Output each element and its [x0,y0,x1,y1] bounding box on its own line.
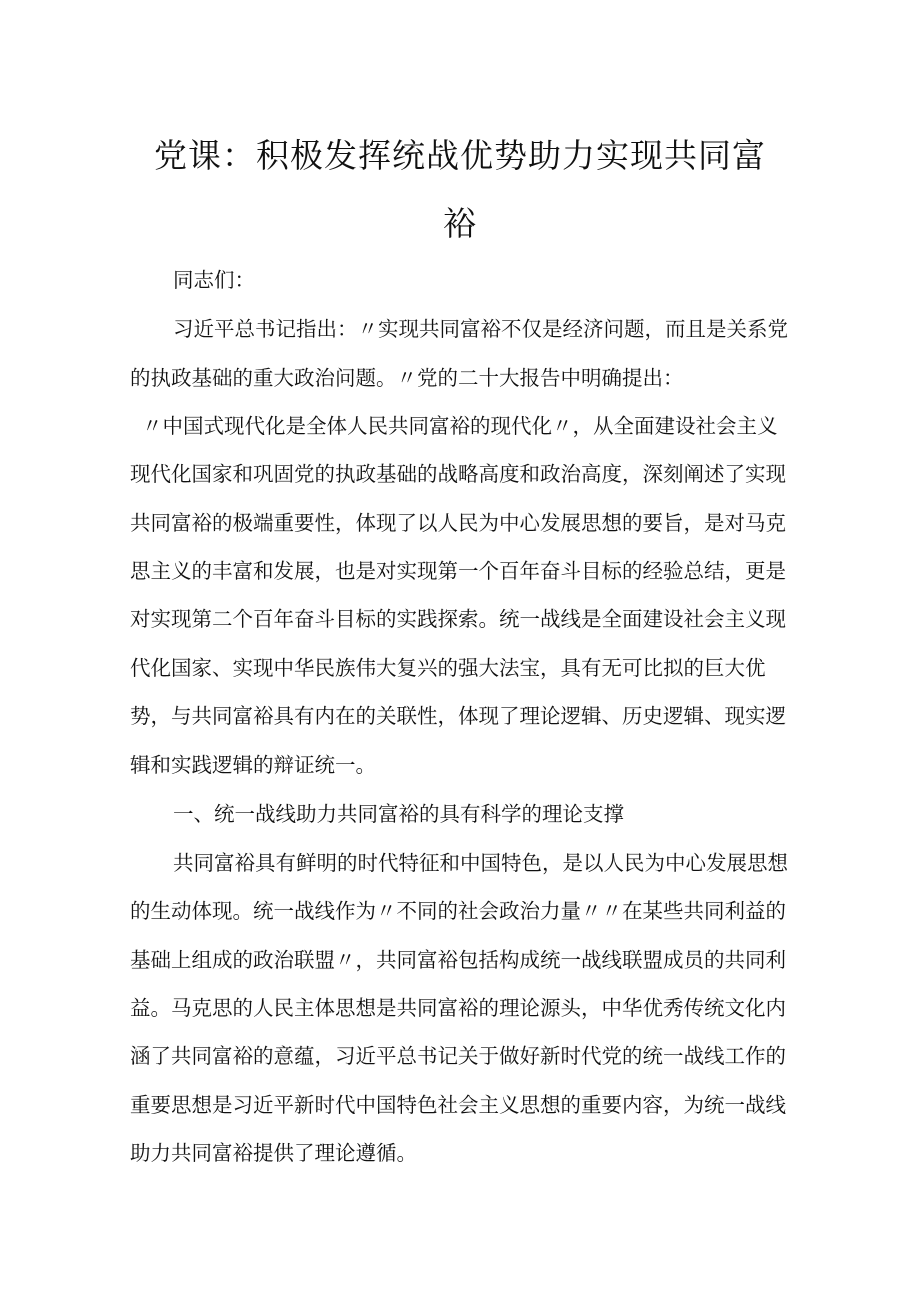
document-title [130,122,790,258]
paragraph-1-line-10: 辑和实践逻辑的辩证统一。 [130,753,376,777]
paragraph-2-line-1: 共同富裕具有鲜明的时代特征和中国特色，是以人民为中心发展思想 [173,851,788,875]
paragraph-2-line-6: 重要思想是习近平新时代中国特色社会主义思想的重要内容，为统一战线 [130,1093,786,1117]
section-heading-1: 一、统一战线助力共同富裕的具有科学的理论支撑 [173,802,624,826]
paragraph-2-line-5: 涵了共同富裕的意蕴，习近平总书记关于做好新时代党的统一战线工作的 [130,1044,786,1068]
paragraph-2-line-2: 的生动体现。统一战线作为〃不同的社会政治力量〃〃在某些共同利益的 [130,899,786,923]
paragraph-1-line-6: 思主义的丰富和发展，也是对实现第一个百年奋斗目标的经验总结，更是 [130,559,786,583]
salutation: 同志们： [173,268,255,292]
paragraph-1-line-7: 对实现第二个百年奋斗目标的实践探索。统一战线是全面建设社会主义现 [130,607,786,631]
paragraph-2-line-4: 益。马克思的人民主体思想是共同富裕的理论源头，中华优秀传统文化内 [130,996,786,1020]
paragraph-1-line-5: 共同富裕的极端重要性，体现了以人民为中心发展思想的要旨，是对马克 [130,511,786,535]
paragraph-2-line-3: 基础上组成的政治联盟〃，共同富裕包括构成统一战线联盟成员的共同利 [130,948,786,972]
title-line-1: 党课：积极发挥统战优势助力实现共同富 [154,136,766,175]
paragraph-1-line-1: 习近平总书记指出：〃实现共同富裕不仅是经济问题，而且是关系党 [173,317,788,341]
title-line-2: 裕 [443,204,477,243]
paragraph-1-line-3: 〃中国式现代化是全体人民共同富裕的现代化〃，从全面建设社会主义 [142,414,778,438]
paragraph-1-line-9: 势，与共同富裕具有内在的关联性，体现了理论逻辑、历史逻辑、现实逻 [130,704,786,728]
paragraph-2-line-7: 助力共同富裕提供了理论遵循。 [130,1141,417,1165]
paragraph-1-line-2: 的执政基础的重大政治问题。〃党的二十大报告中明确提出： [130,366,684,390]
paragraph-1-line-4: 现代化国家和巩固党的执政基础的战略高度和政治高度，深刻阐述了实现 [130,462,786,486]
paragraph-1-line-8: 代化国家、实现中华民族伟大复兴的强大法宝，具有无可比拟的巨大优 [130,656,766,680]
